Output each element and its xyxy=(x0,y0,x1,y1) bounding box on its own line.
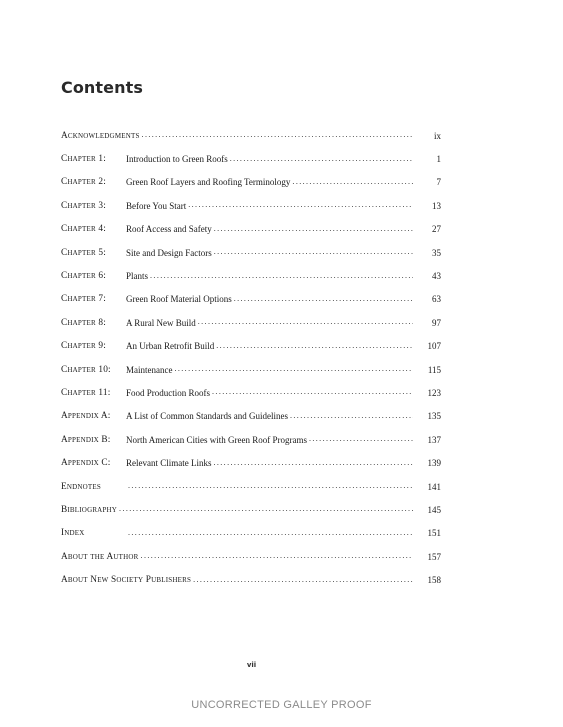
toc-entry-label: Chapter 4: xyxy=(61,224,106,235)
toc-entry-label: Chapter 9: xyxy=(61,341,106,352)
toc-entry-label: Acknowledgments xyxy=(61,130,140,141)
toc-entry-page: 137 xyxy=(427,434,441,445)
toc-entry-label: Appendix C: xyxy=(61,458,111,469)
toc-entry-page: 157 xyxy=(427,551,441,562)
toc-entry-appendix-a xyxy=(61,405,441,428)
toc-entry-endnotes xyxy=(61,475,441,498)
toc-entry-label: Chapter 2: xyxy=(61,177,106,188)
dot-leader xyxy=(212,387,413,396)
dot-leader xyxy=(150,271,413,280)
toc-entry-label: About New Society Publishers xyxy=(61,575,192,586)
page-folio: vii xyxy=(246,661,257,669)
toc-entry-title: A Rural New Build xyxy=(126,317,196,328)
toc-entry-page: 7 xyxy=(436,177,441,188)
toc-entry-page: 141 xyxy=(427,481,441,492)
dot-leader xyxy=(188,200,413,209)
toc-entry-index xyxy=(61,522,441,545)
toc-entry-chapter-6 xyxy=(61,264,441,287)
toc-entry-label: Chapter 1: xyxy=(61,154,106,165)
toc-entry-chapter-3 xyxy=(61,194,441,217)
toc-entry-title: Roof Access and Safety xyxy=(126,224,212,235)
toc-entry-page: ix xyxy=(433,130,441,141)
dot-leader xyxy=(141,551,413,560)
toc-entry-title: Green Roof Material Options xyxy=(126,294,232,305)
toc-entry-chapter-11 xyxy=(61,381,441,404)
dot-leader xyxy=(119,504,413,513)
toc-entry-page: 43 xyxy=(432,271,441,282)
toc-entry-chapter-2 xyxy=(61,171,441,194)
toc-entry-title: Site and Design Factors xyxy=(126,247,212,258)
toc-entry-title: Relevant Climate Links xyxy=(126,458,212,469)
toc-entry-about-the-author xyxy=(61,545,441,568)
dot-leader xyxy=(309,434,413,443)
toc-entry-page: 63 xyxy=(432,294,441,305)
dot-leader xyxy=(214,247,413,256)
dot-leader xyxy=(214,224,413,233)
toc-entry-label: Bibliography xyxy=(61,504,118,515)
toc-entry-chapter-1 xyxy=(61,147,441,170)
toc-entry-page: 97 xyxy=(432,317,441,328)
dot-leader xyxy=(174,364,413,373)
toc-entry-chapter-8 xyxy=(61,311,441,334)
toc-entry-page: 135 xyxy=(427,411,441,422)
toc-entry-label: Chapter 8: xyxy=(61,317,106,328)
dot-leader xyxy=(128,481,413,490)
toc-entry-page: 1 xyxy=(436,154,441,165)
toc-entry-label: Appendix A: xyxy=(61,411,111,422)
toc-entry-page: 13 xyxy=(432,200,441,211)
table-of-contents xyxy=(61,124,441,592)
toc-entry-title: Plants xyxy=(126,271,149,282)
toc-entry-title: Food Production Roofs xyxy=(126,387,211,398)
toc-entry-chapter-10 xyxy=(61,358,441,381)
toc-entry-label: Chapter 6: xyxy=(61,271,106,282)
toc-entry-page: 151 xyxy=(427,528,441,539)
toc-entry-label: Index xyxy=(61,528,85,539)
toc-entry-chapter-7 xyxy=(61,288,441,311)
toc-entry-page: 139 xyxy=(427,458,441,469)
dot-leader xyxy=(234,294,413,303)
toc-entry-title: Maintenance xyxy=(126,364,173,375)
toc-entry-page: 158 xyxy=(427,575,441,586)
toc-entry-label: Appendix B: xyxy=(61,434,111,445)
dot-leader xyxy=(216,341,413,350)
toc-entry-label: About the Author xyxy=(61,551,139,562)
toc-entry-label: Endnotes xyxy=(61,481,101,492)
toc-entry-appendix-c xyxy=(61,451,441,474)
toc-entry-title: Introduction to Green Roofs xyxy=(126,154,228,165)
toc-entry-label: Chapter 5: xyxy=(61,247,106,258)
toc-entry-acknowledgments xyxy=(61,124,441,147)
galley-proof-stamp: UNCORRECTED GALLEY PROOF xyxy=(191,699,372,711)
toc-entry-appendix-b xyxy=(61,428,441,451)
toc-entry-page: 107 xyxy=(427,341,441,352)
toc-entry-page: 115 xyxy=(427,364,441,375)
toc-entry-title: North American Cities with Green Roof Programs xyxy=(126,434,307,445)
toc-entry-chapter-9 xyxy=(61,335,441,358)
toc-entry-page: 35 xyxy=(432,247,441,258)
dot-leader xyxy=(290,411,413,420)
toc-entry-page: 27 xyxy=(432,224,441,235)
dot-leader xyxy=(128,528,413,537)
page-title: Contents xyxy=(61,78,143,97)
dot-leader xyxy=(193,575,413,584)
toc-entry-title: An Urban Retrofit Build xyxy=(126,341,215,352)
toc-entry-label: Chapter 7: xyxy=(61,294,106,305)
toc-entry-title: Green Roof Layers and Roofing Terminology xyxy=(126,177,291,188)
toc-entry-label: Chapter 10: xyxy=(61,364,111,375)
toc-entry-title: A List of Common Standards and Guidelines xyxy=(126,411,288,422)
toc-entry-chapter-4 xyxy=(61,218,441,241)
dot-leader xyxy=(230,154,413,163)
toc-entry-title: Before You Start xyxy=(126,200,187,211)
toc-entry-page: 123 xyxy=(427,387,441,398)
toc-entry-about-publishers xyxy=(61,568,441,591)
dot-leader xyxy=(142,130,413,139)
toc-entry-bibliography xyxy=(61,498,441,521)
dot-leader xyxy=(213,458,413,467)
toc-entry-page: 145 xyxy=(427,504,441,515)
toc-entry-label: Chapter 3: xyxy=(61,200,106,211)
dot-leader xyxy=(198,317,413,326)
dot-leader xyxy=(292,177,413,186)
toc-entry-chapter-5 xyxy=(61,241,441,264)
toc-entry-label: Chapter 11: xyxy=(61,387,111,398)
